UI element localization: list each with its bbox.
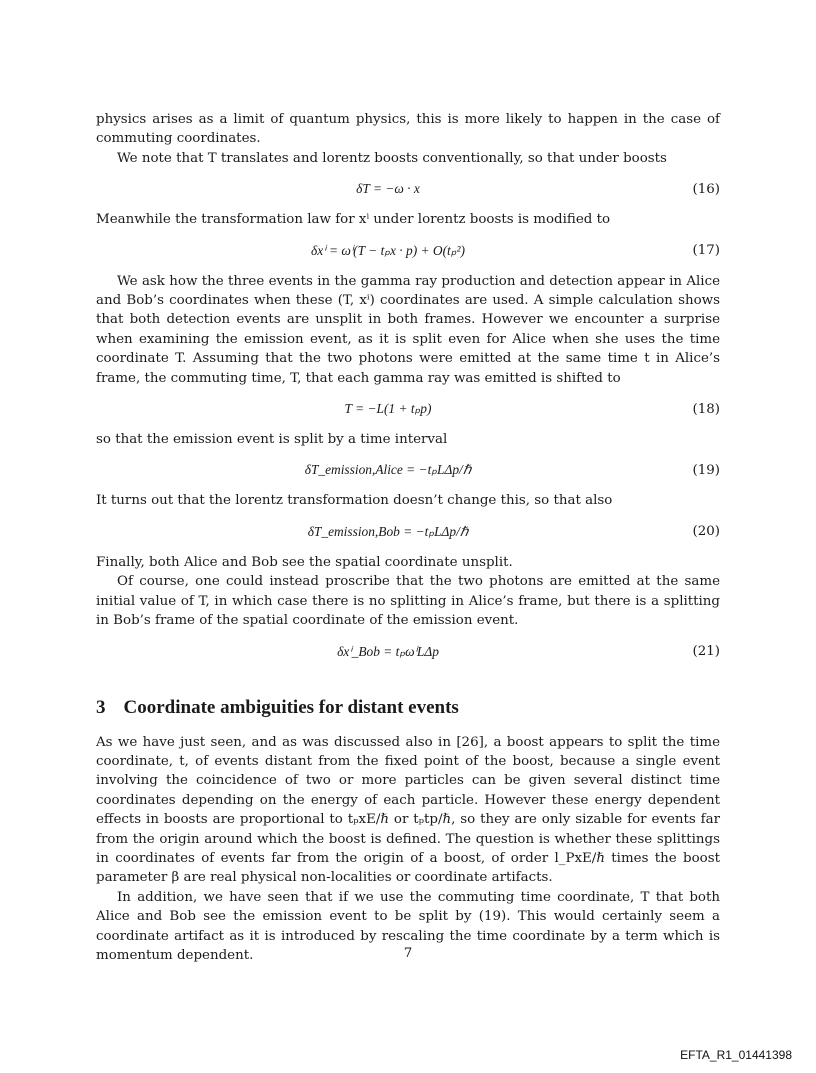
paragraph-1: We note that T translates and lorentz boosts conventionally, so that under boosts <box>117 150 667 166</box>
paragraph-0: physics arises as a limit of quantum physics, this is more likely to happen in the case of commuting coordinates. <box>96 112 720 147</box>
section-title: Coordinate ambiguities for distant events <box>123 696 459 718</box>
equation-17-body: δxⁱ = ωⁱ(T − tₚx · p) + O(tₚ²) <box>311 242 465 258</box>
paragraph-4: so that the emission event is split by a time interval <box>96 432 448 448</box>
equation-16 <box>96 168 720 210</box>
equation-17 <box>96 230 720 272</box>
page-body <box>96 110 720 965</box>
paragraph-3: We ask how the three events in the gamma ray production and detection appear in Alice and Bob’s coordinates when these (T, xⁱ) coordinates are used. A simple calculation shows that both detection events are unsplit in both frames. However we encounter a surprise when examining the emission event, as it is split even for Alice when she uses the time coordinate T. Assuming that the two photons were emitted at the same time t in Alice’s frame, the commuting time, T, that each gamma ray was emitted is shifted to <box>96 273 720 386</box>
equation-19-body: δT_emission,Alice = −tₚLΔp/ℏ <box>304 462 472 478</box>
equation-20 <box>96 511 720 553</box>
equation-21-body: δxⁱ_Bob = tₚωⁱLΔp <box>337 643 439 659</box>
equation-20-body: δT_emission,Bob = −tₚLΔp/ℏ <box>307 523 469 539</box>
equation-18-number: (18) <box>692 401 720 417</box>
section-heading <box>96 697 720 719</box>
equation-19-number: (19) <box>692 462 720 478</box>
section-number: 3 <box>96 696 106 718</box>
equation-18 <box>96 388 720 430</box>
paragraph-6: Finally, both Alice and Bob see the spatial coordinate unsplit. <box>96 554 513 570</box>
paragraph-7: Of course, one could instead proscribe that the two photons are emitted at the same initial value of T, in which case there is no splitting in Alice’s frame, but there is a splitting in Bob’s frame of the spatial coordinate of the emission event. <box>96 574 720 629</box>
paragraph-9: In addition, we have seen that if we use the commuting time coordinate, T that both Alice and Bob see the emission event to be split by (19). This would certainly seem a coordinate artifact as it is introduced by rescaling the time coordinate by a term which is momentum dependent. <box>96 889 720 963</box>
equation-19 <box>96 449 720 491</box>
document-id: EFTA_R1_01441398 <box>680 1048 792 1062</box>
equation-16-body: δT = −ω · x <box>356 181 420 197</box>
equation-18-body: T = −L(1 + tₚp) <box>344 401 432 417</box>
paragraph-2: Meanwhile the transformation law for xⁱ under lorentz boosts is modified to <box>96 212 611 228</box>
equation-21-number: (21) <box>692 644 720 659</box>
equation-16-number: (16) <box>692 181 720 197</box>
equation-17-number: (17) <box>692 243 720 259</box>
paragraph-5: It turns out that the lorentz transformation doesn’t change this, so that also <box>96 493 613 509</box>
page-number: 7 <box>403 946 413 961</box>
paragraph-8: As we have just seen, and as was discussed also in [26], a boost appears to split the time coordinate, t, of events distant from the fixed point of the boost, because a single event involving the coincidence of two or more particles can be given several distinct time coordinates depending on the energy of each particle. However these energy dependent effects in boosts are proportional to tₚxE/ℏ or tₚtp/ℏ, so they are only sizable for events far from the origin around which the boost is defined. The question is whether these splittings in coordinates of events far from the origin of a boost, of order l_PxE/ℏ times the boost parameter β are real physical non-localities or coordinate artifacts. <box>96 734 720 886</box>
equation-21 <box>96 631 720 673</box>
equation-20-number: (20) <box>692 524 720 540</box>
